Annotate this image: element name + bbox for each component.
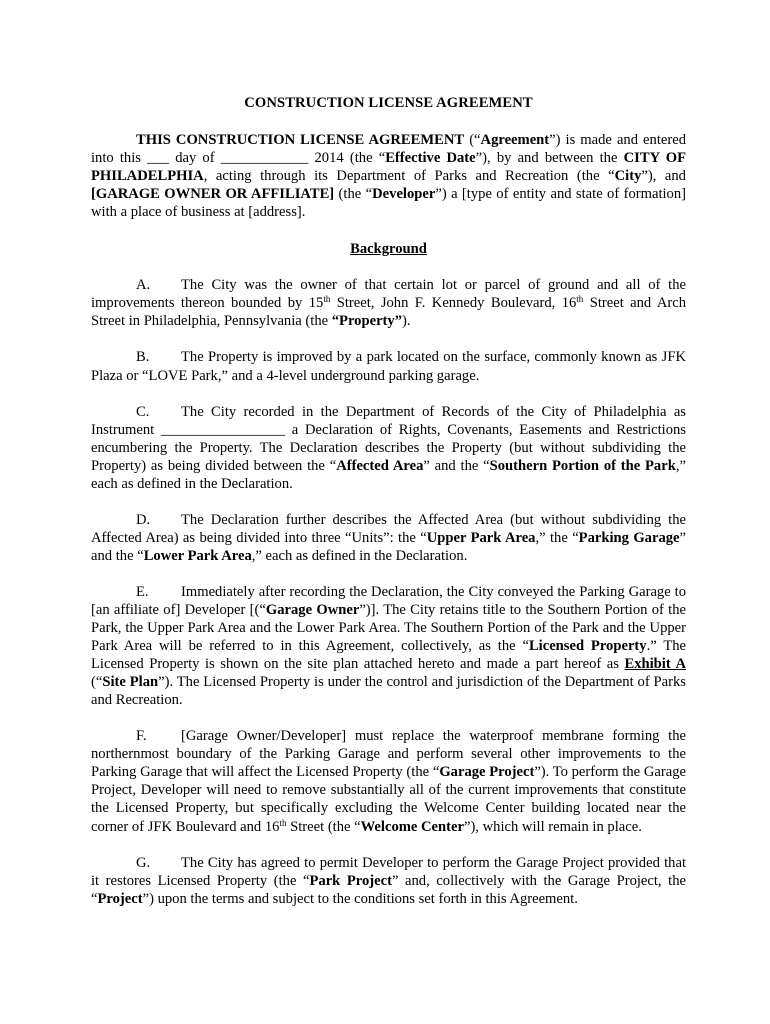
document-page: [91, 94, 686, 908]
recital-label: C.: [136, 403, 150, 420]
document-title: CONSTRUCTION LICENSE AGREEMENT: [244, 95, 533, 111]
preamble-paragraph: THIS CONSTRUCTION LICENSE AGREEMENT (“Agreement”) is made and entered into this ___ day of ____________ 2014 (the “Effective Date”), by and between the CITY OF PHILADELPHIA, acting through its Department of Parks and Recreation (the “City”), and [GARAGE OWNER OR AFFILIATE] (the “Developer”) a [type of entity and state of formation] with a place of business at [address].: [91, 132, 687, 221]
recital-b: B. The Property is improved by a park located on the surface, commonly known as JFK Plaza or “LOVE Park,” and a 4-level underground parking garage.: [91, 349, 686, 384]
recital-label: A.: [136, 277, 151, 294]
recital-d: D. The Declaration further describes the Affected Area (but without subdividing the Affected Area) as being divided into three “Units”: the “Upper Park Area,” the “Parking Garage” and the “Lower Park Area,” each as defined in the Declaration.: [91, 511, 687, 564]
recital-label: B.: [136, 349, 150, 366]
recital-g: G. The City has agreed to permit Developer to perform the Garage Project provided that it restores Licensed Property (the “Park Project” and, collectively with the Garage Project, the “Project”) upon the terms and subject to the conditions set forth in this Agreement.: [91, 854, 686, 907]
recital-f: F. [Garage Owner/Developer] must replace the waterproof membrane forming the northernmost boundary of the Parking Garage and perform several other improvements to the Parking Garage that will affect the Licensed Property (the “Garage Project”). To perform the Garage Project, Developer will need to remove substantially all of the current improvements that constitute the Licensed Property, but specifically excluding the Welcome Center building located near the corner of JFK Boulevard and 16th Street (the “Welcome Center”), which will remain in place.: [91, 728, 686, 835]
developer-party: [GARAGE OWNER OR AFFILIATE]: [91, 186, 335, 203]
recital-label: D.: [136, 511, 151, 528]
recital-label: F.: [136, 728, 147, 745]
recital-label: G.: [136, 854, 151, 871]
recital-label: E.: [136, 583, 149, 600]
agreement-name: THIS CONSTRUCTION LICENSE AGREEMENT: [136, 132, 465, 149]
recital-a: A. The City was the owner of that certain lot or parcel of ground and all of the improvements thereon bounded by 15th Street, John F. Kennedy Boulevard, 16th Street and Arch Street in Philadelphia, Pennsylvania (the “Property”).: [91, 277, 686, 330]
background-heading: Background: [350, 241, 427, 258]
exhibit-a-reference: Exhibit A: [624, 656, 686, 673]
city-party: CITY OF PHILADELPHIA: [91, 150, 687, 185]
recital-e: E. Immediately after recording the Declaration, the City conveyed the Parking Garage to [an affiliate of] Developer [(“Garage Owner”)]. The City retains title to the Southern Portion of the Park, the Upper Park Area and the Lower Park Area. The Southern Portion of the Park and the Upper Park Area will be referred to in this Agreement, collectively, as the “Licensed Property.” The Licensed Property is shown on the site plan attached hereto and made a part hereof as Exhibit A (“Site Plan”). The Licensed Property is under the control and jurisdiction of the Department of Parks and Recreation.: [91, 583, 687, 709]
recital-c: C. The City recorded in the Department of Records of the City of Philadelphia as Instrument _________________ a Declaration of Rights, Covenants, Easements and Restrictions encumbering the Property. The Declaration describes the Property (but without subdividing the Property) as being divided between the “Affected Area” and the “Southern Portion of the Park,” each as defined in the Declaration.: [91, 403, 686, 492]
